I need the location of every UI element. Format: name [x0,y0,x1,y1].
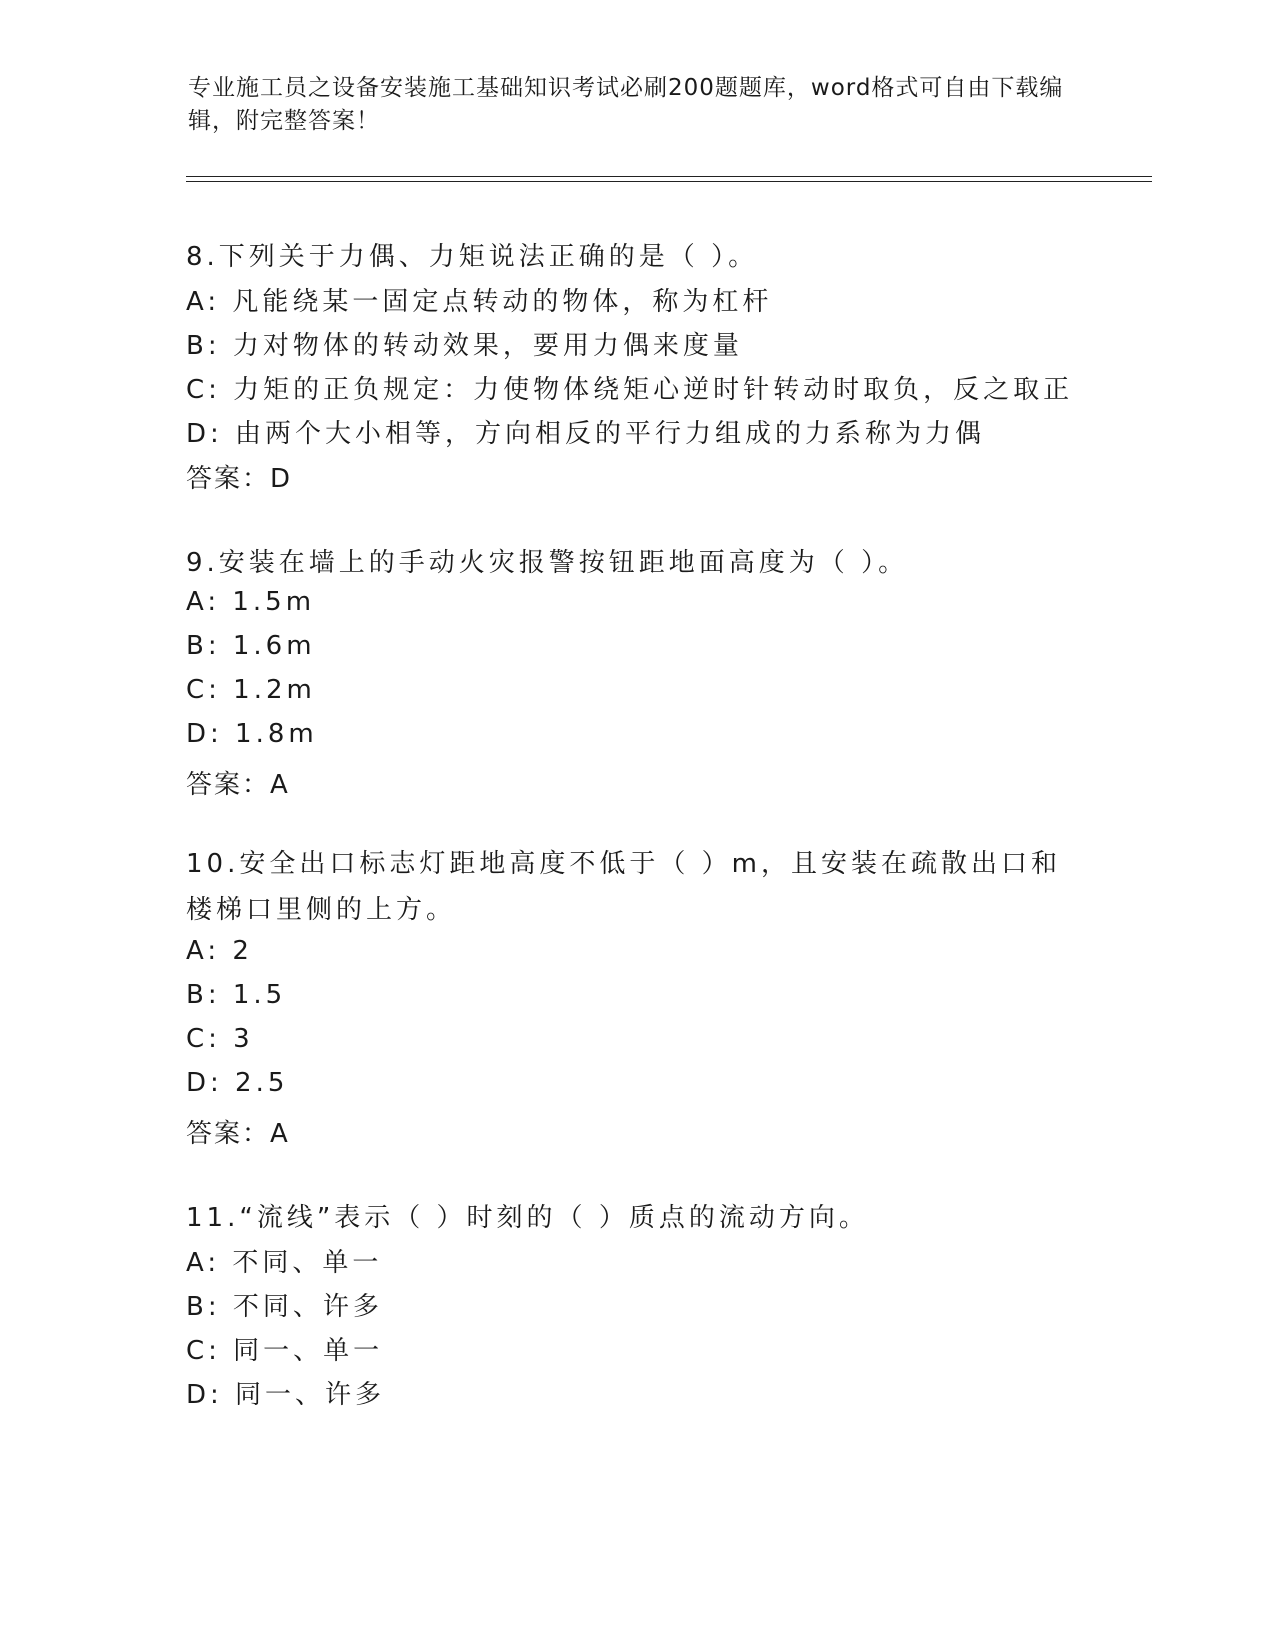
option-a: A: 1.5m [186,587,316,617]
header-divider-top [186,176,1152,177]
option-a: A: 凡能绕某一固定点转动的物体，称为杠杆 [186,287,773,317]
answer-value: A [270,770,289,800]
option-c: C: 同一、单一 [186,1336,384,1366]
question-stem: 10.安全出口标志灯距地高度不低于（ ）m，且安装在疏散出口和楼梯口里侧的上方。 [186,849,1061,925]
question-stem: 11.“流线”表示（ ）时刻的（ ）质点的流动方向。 [186,1203,869,1233]
option-d: D: 由两个大小相等，方向相反的平行力组成的力系称为力偶 [186,419,986,449]
answer-value: D [270,464,292,494]
document-header: 专业施工员之设备安装施工基础知识考试必刷200题题库，word格式可自由下载编辑，附完整答案！ [188,75,1064,134]
header-divider-bottom [186,181,1152,182]
answer-label: 答案： [186,464,271,494]
option-c: C: 1.2m [186,675,316,705]
option-d: D: 1.8m [186,719,318,749]
option-d: D: 2.5 [186,1068,289,1098]
question-stem: 9.安装在墙上的手动火灾报警按钮距地面高度为（ ）。 [186,548,909,578]
option-a: A: 不同、单一 [186,1248,383,1278]
answer-value: A [270,1119,289,1149]
option-c: C: 力矩的正负规定：力使物体绕矩心逆时针转动时取负，反之取正 [186,375,1074,405]
answer-line [186,1113,289,1150]
option-b: B: 不同、许多 [186,1292,383,1322]
answer-label: 答案： [186,1119,271,1149]
option-b: B: 1.5 [186,980,287,1010]
option-c: C: 3 [186,1024,254,1054]
option-b: B: 1.6m [186,631,316,661]
answer-label: 答案： [186,770,271,800]
question-stem: 8.下列关于力偶、力矩说法正确的是（ ）。 [186,242,759,272]
option-a: A: 2 [186,936,253,966]
option-b: B: 力对物体的转动效果，要用力偶来度量 [186,331,743,361]
answer-line [186,764,289,801]
option-d: D: 同一、许多 [186,1380,386,1410]
answer-line [186,458,291,495]
